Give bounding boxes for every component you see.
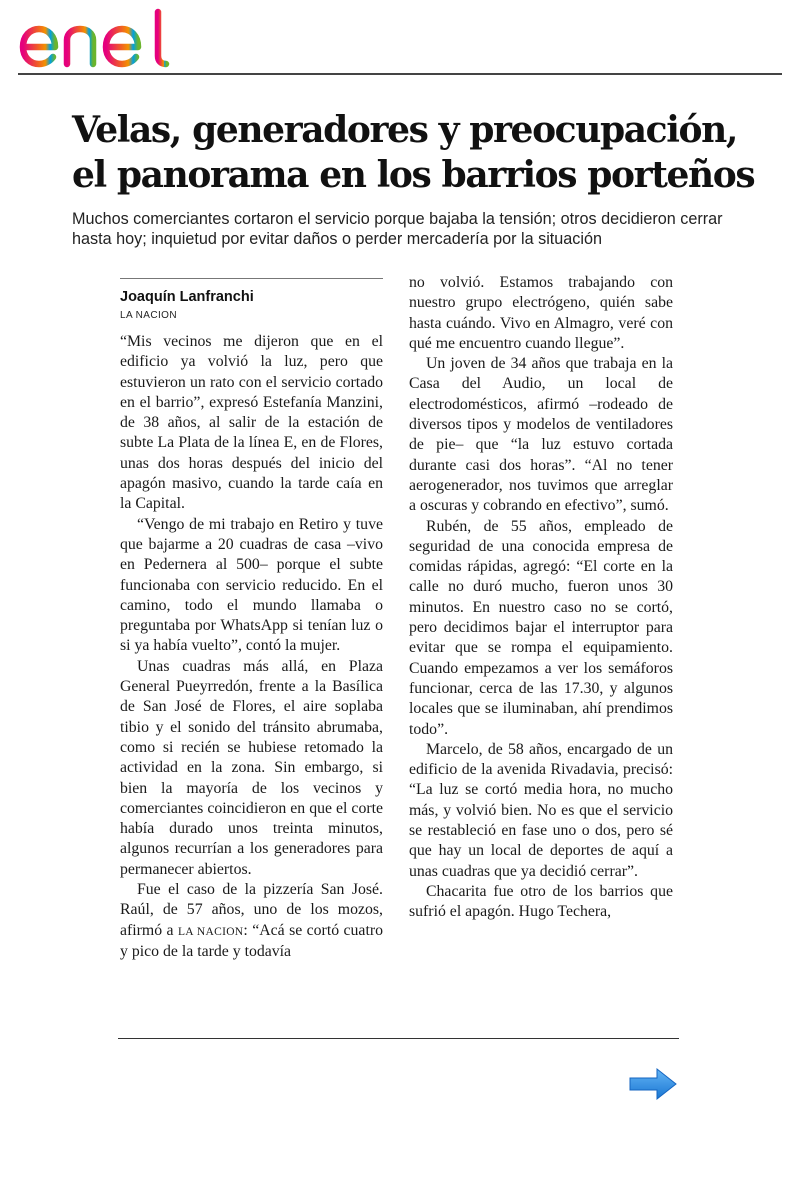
enel-logo <box>18 6 188 70</box>
paragraph: “Mis vecinos me dijeron que en el edificio ya volvió la luz, pero que estuvieron un rato con el servicio cortado en el barrio”, expresó Estefanía Manzini, de 38 años, al salir de la estación de subte La Plata de la línea E, en de Flores, unas dos horas después del inicio del apagón masivo, cuando la tarde caía en la Capital. <box>120 333 383 513</box>
byline-outlet: LA NACION <box>120 310 177 321</box>
outlet-mention: LA NACION <box>177 925 244 938</box>
paragraph: Marcelo, de 58 años, encargado de un edificio de la avenida Rivadavia, precisó: “La luz se cortó media hora, no mucho más, y volvió bien. No es que el servicio se restableció en fase uno o dos, pero sé que hay un local de deportes de aquí a unas cuadras que ya decidió cerrar”. <box>409 740 673 880</box>
byline-author: Joaquín Lanfranchi <box>120 289 254 305</box>
paragraph: no volvió. Estamos trabajando con nuestro grupo electrógeno, quién sabe hasta cuándo. Vivo en Almagro, veré con qué me encuentro cuando llegue”. <box>409 274 673 352</box>
paragraph: Un joven de 34 años que trabaja en la Casa del Audio, un local de electrodomésticos, afirmó –rodeado de diversos tipos y modelos de ventiladores de pie– que “la luz estuvo cortada durante casi dos horas”. “Al no tener aerogenerador, nos tuvimos que arreglar a oscuras y cobrando en efectivo”, sumó. <box>409 355 673 515</box>
paragraph: Unas cuadras más allá, en Plaza General Pueyrredón, frente a la Basílica de San José de Flores, el aire soplaba tibio y el sonido del tránsito abrumaba, como si recién se hubiese retomado la actividad en la zona. Sin embargo, si bien la mayoría de los vecinos y comerciantes coincidieron en que el corte había durado unos treinta minutos, algunos recurrían a los generadores para permanecer abiertos. <box>120 657 383 878</box>
paragraph-text: Fue el caso de la pizzería San José. Raúl, de 57 años, uno de los mozos, afirmó a <box>120 881 383 939</box>
paragraph: Rubén, de 55 años, empleado de seguridad de una conocida empresa de comidas rápidas, agregó: “El corte en la calle no duró mucho, fueron unos 30 minutos. En nuestro caso no se cortó, pero decidimos bajar el interruptor para evitar que se rompa el equipamiento. Cuando empezamos a ver los semáforos funcionar, cerca de las 17.30, y algunos locales que se iluminaban, ahí prendimos todo”. <box>409 517 673 738</box>
article-headline: Velas, generadores y preocupación, el panorama en los barrios porteños <box>72 109 755 196</box>
article-column-right <box>409 273 673 923</box>
paragraph: Chacarita fue otro de los barrios que sufrió el apagón. Hugo Techera, <box>409 882 673 921</box>
header-rule <box>18 73 782 75</box>
footer-rule <box>118 1038 679 1039</box>
arrow-right-icon[interactable] <box>627 1066 679 1102</box>
paragraph <box>120 880 383 962</box>
article-column-left <box>120 332 383 962</box>
article-subhead: Muchos comerciantes cortaron el servicio porque bajaba la tensión; otros decidieron cerrar hasta hoy; inquietud por evitar daños o perder mercadería por la situación <box>72 210 723 248</box>
paragraph: “Vengo de mi trabajo en Retiro y tuve que bajarme a 20 cuadras de casa –vivo en Pedernera al 500– porque el subte funcionaba con servicio reducido. En el camino, todo el mundo llamaba o preguntaba por WhatsApp si tenían luz o si ya había vuelto”, contó la mujer. <box>120 515 383 655</box>
paragraph-text: : “Acá se cortó cuatro y pico de la tarde y todavía <box>120 921 383 960</box>
byline-rule <box>120 278 383 279</box>
